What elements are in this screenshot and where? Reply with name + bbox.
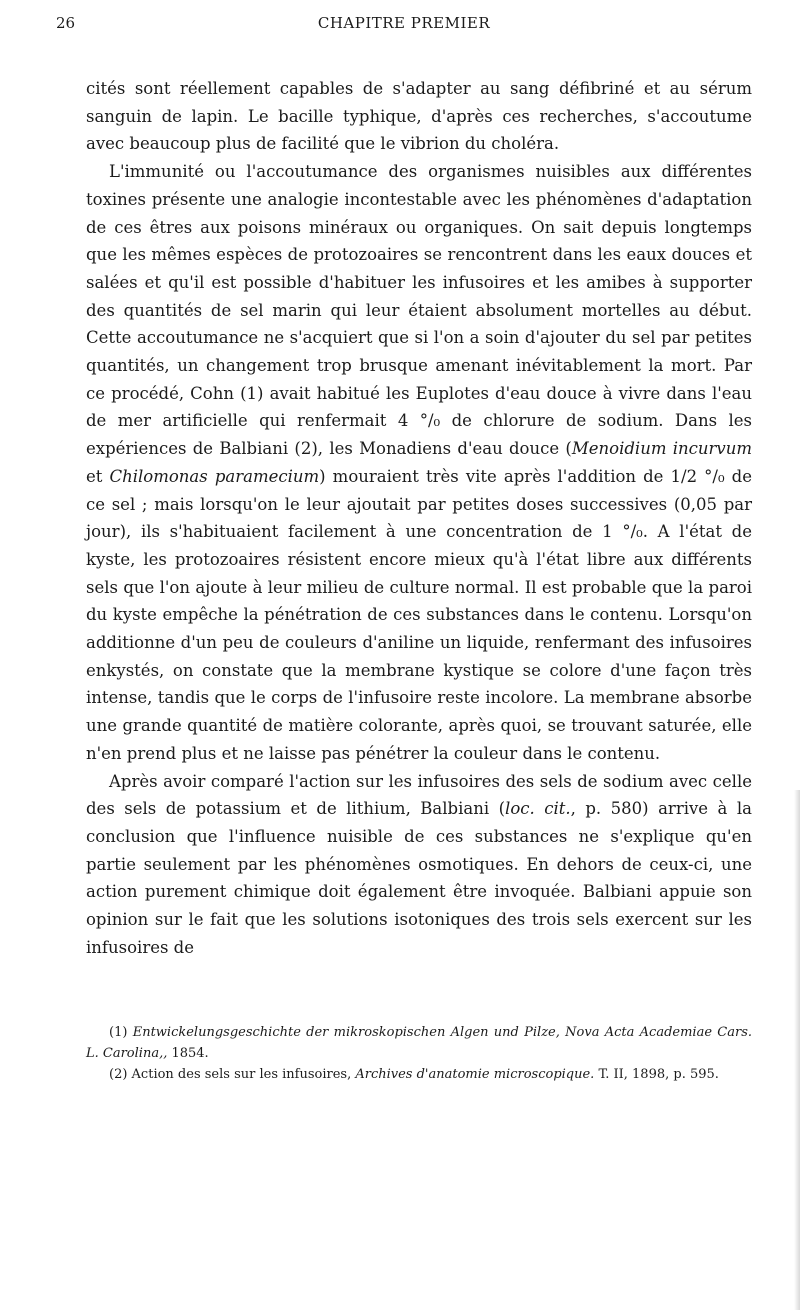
text-run: 1854.	[167, 1046, 209, 1061]
body-text	[86, 75, 752, 962]
page-number: 26	[56, 14, 76, 32]
text-run: (1)	[109, 1025, 133, 1040]
text-run: , p. 580) arrive à la conclusion que l'influence nuisible de ces substances ne s'explique qu'en partie seulement par les phénomènes osmotiques. En dehors de ceux-ci, une action purement chimique doit également être invoquée. Balbiani appuie son opinion sur le fait que les solutions isotoniques des trois sels exercent sur les infusoires de	[86, 799, 752, 957]
italic-run: loc. cit.	[505, 799, 571, 819]
page-header	[56, 14, 752, 38]
text-run: L'immunité ou l'accoutumance des organismes nuisibles aux différentes toxines présente une analogie incontestable avec les phénomènes d'adaptation de ces êtres aux poisons minéraux ou organiques. On sait depuis longtemps que les mêmes espèces de protozoaires se rencontrent dans les eaux douces et salées et qu'il est possible d'habituer les infusoires et les amibes à supporter des quantités de sel marin qui leur étaient absolument mortelles au début. Cette accoutumance ne s'acquiert que si l'on a soin d'ajouter du sel par petites quantités, un changement trop brusque amenant inévitablement la mort. Par ce procédé, Cohn (1) avait habitué les Euplotes d'eau douce à vivre dans l'eau de mer artificielle qui renfermait 4 °/₀ de chlorure de sodium. Dans les expériences de Balbiani (2), les Monadiens d'eau douce (	[86, 162, 752, 459]
italic-run: Entwickelungsgeschichte der mikroskopischen Algen und Pilze, Nova Acta Academiae Cars. L. Carolina,,	[86, 1025, 753, 1061]
paragraph-1	[86, 75, 752, 158]
text-run: Après avoir comparé l'action sur les infusoires des sels de sodium avec celle des sels de potassium et de lithium, Balbiani (	[86, 771, 752, 819]
paragraph-3	[86, 768, 752, 962]
footnotes	[86, 1022, 752, 1085]
running-title: CHAPITRE PREMIER	[317, 14, 491, 32]
page-edge-shadow	[794, 790, 800, 1310]
italic-run: Archives d'anatomie microscopique.	[355, 1067, 595, 1082]
footnote-1	[86, 1022, 752, 1064]
text-run: et	[86, 466, 110, 486]
paragraph-2	[86, 158, 752, 767]
text-run: (2) Action des sels sur les infusoires,	[109, 1067, 356, 1082]
italic-run: Chilomonas paramecium	[109, 466, 320, 486]
text-run: T. II, 1898, p. 595.	[594, 1067, 719, 1082]
text-run: ) mouraient très vite après l'addition de 1/2 °/₀ de ce sel ; mais lorsqu'on le leur ajoutait par petites doses successives (0,05 par jour), ils s'habituaient facilement à une concentration de 1 °/₀. A l'état de kyste, les protozoaires résistent encore mieux qu'à l'état libre aux différents sels que l'on ajoute à leur milieu de culture normal. Il est probable que la paroi du kyste empêche la pénétration de ces substances dans le contenu. Lorsqu'on additionne d'un peu de couleurs d'aniline un liquide, renfermant des infusoires enkystés, on constate que la membrane kystique se colore d'une façon très intense, tandis que le corps de l'infusoire reste incolore. La membrane absorbe une grande quantité de matière colorante, après quoi, se trouvant saturée, elle n'en prend plus et ne laisse pas pénétrer la couleur dans le contenu.	[86, 466, 752, 763]
footnote-2	[86, 1064, 752, 1085]
text-run: cités sont réellement capables de s'adapter au sang défibriné et au sérum sanguin de lapin. Le bacille typhique, d'après ces recherches, s'accoutume avec beaucoup plus de facilité que le vibrion du choléra.	[86, 79, 752, 154]
italic-run: Menoidium incurvum	[571, 439, 753, 459]
